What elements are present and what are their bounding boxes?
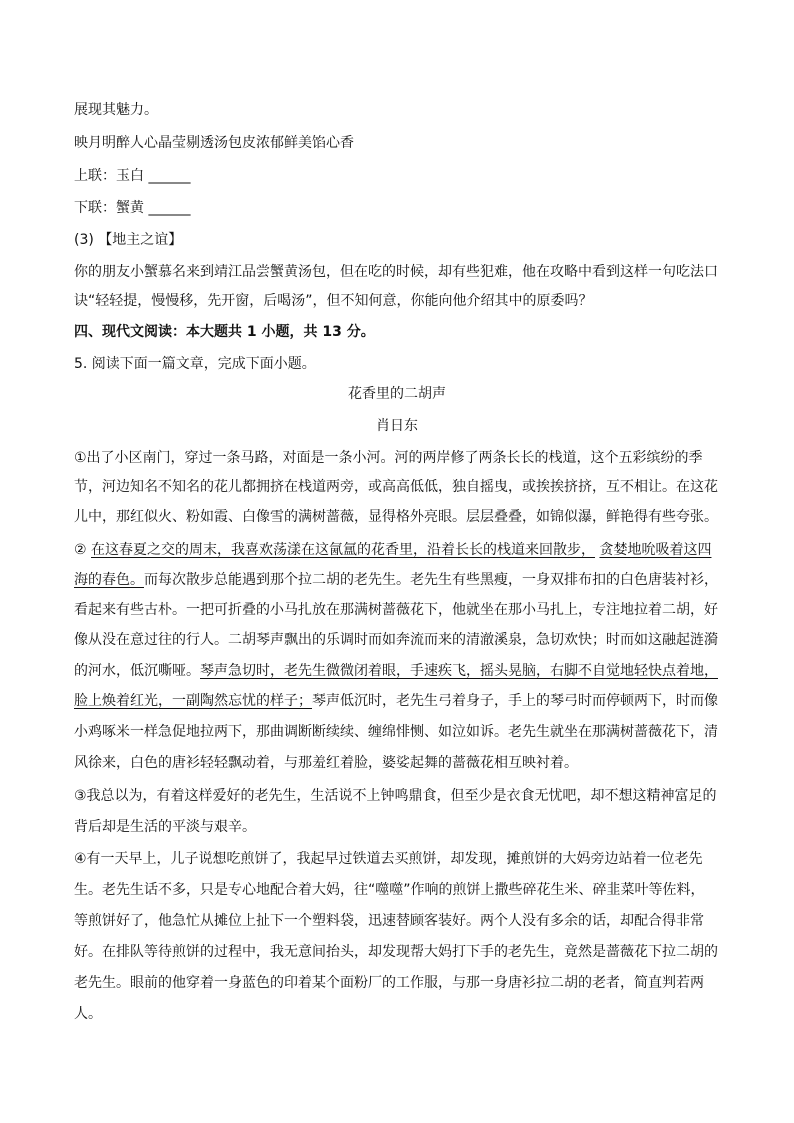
paragraph-line: 儿中，那红似火、粉如霞、白像雪的满树蔷薇，显得格外亮眼。层层叠叠，如锦似瀑，鲜艳得有些夸张。 <box>74 509 718 525</box>
paragraph-line: 节，河边知名不知名的花儿都拥挤在栈道两旁，或高高低低，独自摇曳，或挨挨挤挤，互不相让。在这花 <box>74 479 718 495</box>
article-author: 肖日东 <box>376 418 418 434</box>
paragraph-line: 老先生。眼前的他穿着一身蓝色的印着某个面粉厂的工作服，与那一身唐衫拉二胡的老者，简直判若两 <box>74 975 704 991</box>
paragraph-number: ② <box>74 542 92 558</box>
paragraph-line <box>74 540 724 560</box>
paragraph-line: 背后却是生活的平淡与艰辛。 <box>74 819 256 835</box>
question-5-instruction: 5. 阅读下面一篇文章，完成下面小题。 <box>74 356 316 372</box>
text-line: 你的朋友小蟹慕名来到靖江品尝蟹黄汤包，但在吃的时候，却有些犯难，他在攻略中看到这样一句吃法口 <box>74 264 718 280</box>
paragraph-line: 小鸡啄米一样急促地拉两下，那曲调断断续续、缠绵悱恻、如泣如诉。老先生就坐在那满树蔷薇花下，清 <box>74 724 718 740</box>
paragraph-line: ④有一天早上，儿子说想吃煎饼了，我起早过铁道去买煎饼，却发现，摊煎饼的大妈旁边站着一位老先 <box>74 851 703 867</box>
text-span: 琴声低沉时，老先生弓着身子，手上的琴弓时而停顿两下，时而像 <box>312 693 718 709</box>
paragraph-line: 等煎饼好了，他急忙从摊位上扯下一个塑料袋，迅速替顾客装好。两个人没有多余的话，却配合得非常 <box>74 913 704 929</box>
section-heading: 四、现代文阅读：本大题共 1 小题，共 13 分。 <box>74 324 375 340</box>
text-span: 而每次散步总能遇到那个拉二胡的老先生。老先生有些黑瘦，一身双排布扣的白色唐装衬衫， <box>144 572 718 588</box>
underlined-sentence: 在这春夏之交的周末，我喜欢荡漾在这氤氲的花香里，沿着长长的栈道来回散步， <box>91 542 596 558</box>
lower-couplet: 下联：蟹黄 ______ <box>74 200 191 216</box>
couplet-prompt: 映月明醉人心晶莹剔透汤包皮浓郁鲜美馅心香 <box>74 135 354 151</box>
question-3-heading: (3) 【地主之谊】 <box>74 232 183 248</box>
paragraph-line: ③我总以为，有着这样爱好的老先生，生活说不上钟鸣鼎食，但至少是衣食无忧吧，却不想这精神富足的 <box>74 788 717 804</box>
paragraph-line: 生。老先生话不多，只是专心地配合着大妈，往“噬噬”作响的煎饼上撒些碎花生米、碎韭菜叶等佐料， <box>74 882 705 898</box>
underlined-sentence: 贪婪地吮吸着这四 <box>599 542 712 558</box>
upper-couplet: 上联：玉白 ______ <box>74 168 191 184</box>
paragraph-line: 看起来有些古朴。一把可折叠的小马扎放在那满树蔷薇花下，他就坐在那小马扎上，专注地拉着二胡，好 <box>74 602 718 618</box>
underlined-sentence: 脸上焕着红光，一副陶然忘忧的样子； <box>74 693 312 709</box>
paragraph-line <box>74 691 724 711</box>
paragraph-line: 人。 <box>74 1006 102 1022</box>
paragraph-line: 好。在排队等待煎饼的过程中，我无意间抬头，却发现帮大妈打下手的老先生，竟然是蔷薇花下拉二胡的 <box>74 944 718 960</box>
paragraph-line: ①出了小区南门，穿过一条马路，对面是一条小河。河的两岸修了两条长长的栈道，这个五彩缤纷的季 <box>74 450 703 466</box>
text-line: 诀“轻轻提，慢慢移，先开窗，后喝汤”，但不知何意，你能向他介绍其中的原委吗？ <box>74 293 593 309</box>
paragraph-line: 像从没在意过往的行人。二胡琴声飘出的乐调时而如奔流而来的清澈溪泉，急切欢快；时而如这融起涟漪 <box>74 632 718 648</box>
article-title: 花香里的二胡声 <box>348 386 446 402</box>
paragraph-line <box>74 661 724 681</box>
underlined-sentence: 琴声急切时，老先生微微闭着眼，手速疾飞，摇头晃脑，右脚不自觉地轻快点着地， <box>200 663 718 679</box>
paragraph-line: 风徐来，白色的唐衫轻轻飘动着，与那羞红着脸，婆娑起舞的蔷薇花相互映衬着。 <box>74 755 578 771</box>
text-line: 展现其魅力。 <box>74 102 158 118</box>
paragraph-line <box>74 570 724 590</box>
text-span: 的河水，低沉嘶哑。 <box>74 663 200 679</box>
underlined-sentence: 海的春色。 <box>74 572 144 588</box>
